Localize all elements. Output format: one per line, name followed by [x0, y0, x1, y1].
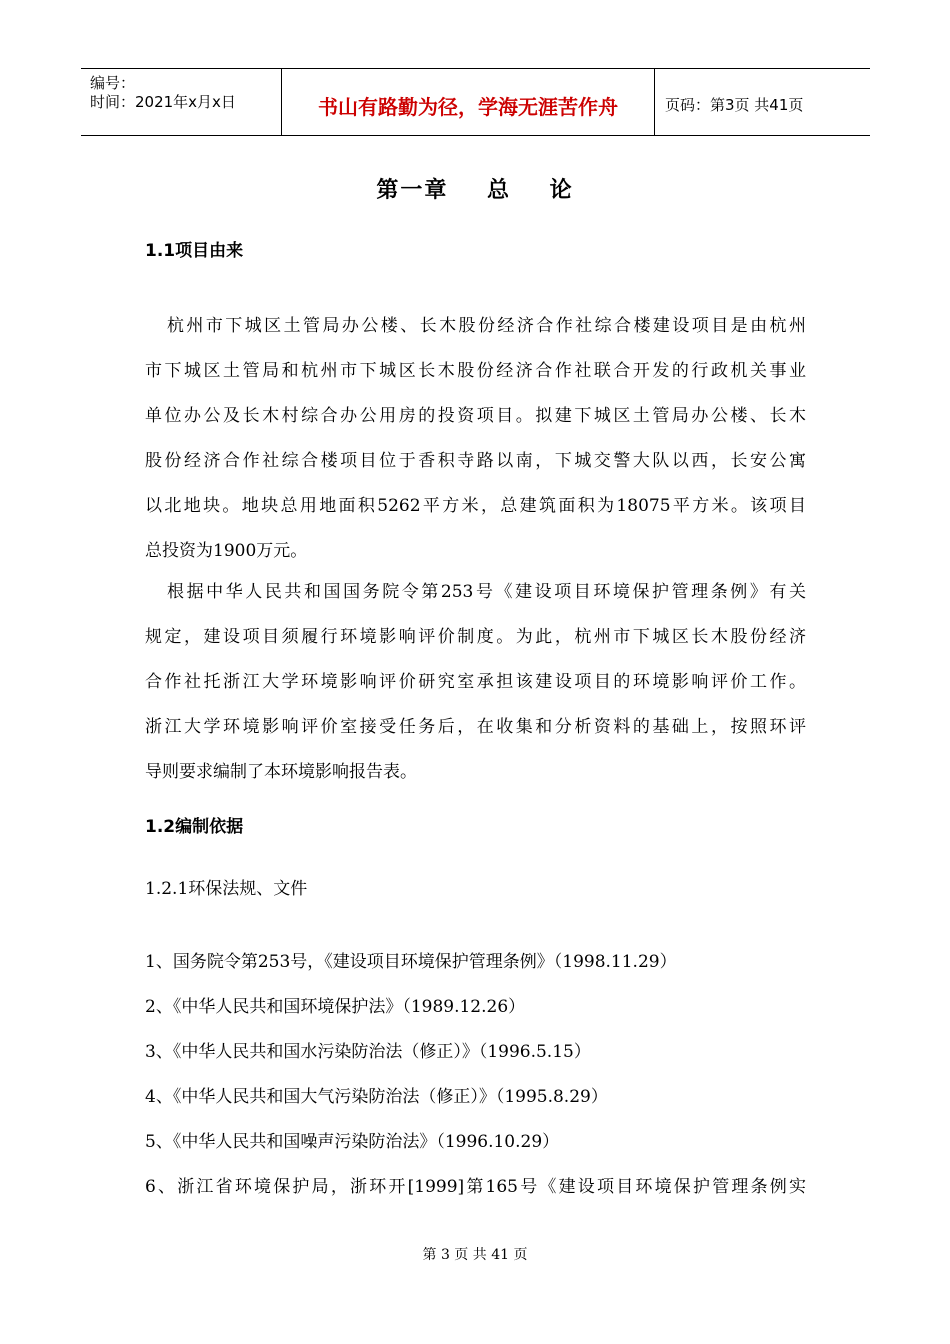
- regulation-list: [145, 940, 806, 1210]
- paragraph-line: 市下城区土管局和杭州市下城区长木股份经济合作社联合开发的行政机关事业: [145, 361, 806, 381]
- document-number-label: 编号：: [90, 74, 136, 92]
- list-item: 2、《中华人民共和国环境保护法》（1989.12.26）: [145, 997, 526, 1017]
- header-motto: 书山有路勤为径，学海无涯苦作舟: [318, 95, 618, 119]
- paragraph-line: 单位办公及长木村综合办公用房的投资项目。拟建下城区土管局办公楼、长木: [145, 406, 806, 426]
- page-footer: 第 3 页 共 41 页: [422, 1247, 528, 1263]
- section-title-1-2: 1.2编制依据: [145, 817, 244, 837]
- paragraph-assessment-basis: [145, 570, 806, 795]
- header-motto-cell: [282, 69, 655, 135]
- document-time-label: 时间：2021年x月x日: [90, 93, 236, 111]
- list-item: 6、浙江省环境保护局，浙环开[1999]第165号《建设项目环境保护管理条例实: [145, 1177, 806, 1197]
- paragraph-line: 以北地块。地块总用地面积5262平方米，总建筑面积为18075平方米。该项目: [145, 496, 806, 516]
- paragraph-project-origin: [145, 304, 806, 574]
- list-item: 5、《中华人民共和国噪声污染防治法》（1996.10.29）: [145, 1132, 560, 1152]
- list-item: 3、《中华人民共和国水污染防治法（修正）》（1996.5.15）: [145, 1042, 591, 1062]
- list-item: 4、《中华人民共和国大气污染防治法（修正）》（1995.8.29）: [145, 1087, 608, 1107]
- paragraph-line: 浙江大学环境影响评价室接受任务后，在收集和分析资料的基础上，按照环评: [145, 717, 806, 737]
- list-item: 1、国务院令第253号，《建设项目环境保护管理条例》（1998.11.29）: [145, 952, 677, 972]
- header-page-code: 页码：第3页 共41页: [665, 96, 804, 114]
- paragraph-line: 根据中华人民共和国国务院令第253号《建设项目环境保护管理条例》有关: [167, 582, 806, 602]
- paragraph-line: 总投资为1900万元。: [145, 541, 308, 561]
- section-title-1-1: 1.1项目由来: [145, 241, 244, 261]
- subsection-title-1-2-1: 1.2.1环保法规、文件: [145, 879, 308, 899]
- paragraph-line: 导则要求编制了本环境影响报告表。: [145, 762, 417, 782]
- page-header: [81, 68, 870, 136]
- chapter-title: 第一章 总 论: [376, 178, 574, 203]
- paragraph-line: 合作社托浙江大学环境影响评价研究室承担该建设项目的环境影响评价工作。: [145, 672, 806, 692]
- header-page-cell: [655, 69, 870, 135]
- paragraph-line: 杭州市下城区土管局办公楼、长木股份经济合作社综合楼建设项目是由杭州: [167, 316, 806, 336]
- paragraph-line: 股份经济合作社综合楼项目位于香积寺路以南，下城交警大队以西，长安公寓: [145, 451, 806, 471]
- header-info-cell: [81, 69, 282, 135]
- paragraph-line: 规定，建设项目须履行环境影响评价制度。为此，杭州市下城区长木股份经济: [145, 627, 806, 647]
